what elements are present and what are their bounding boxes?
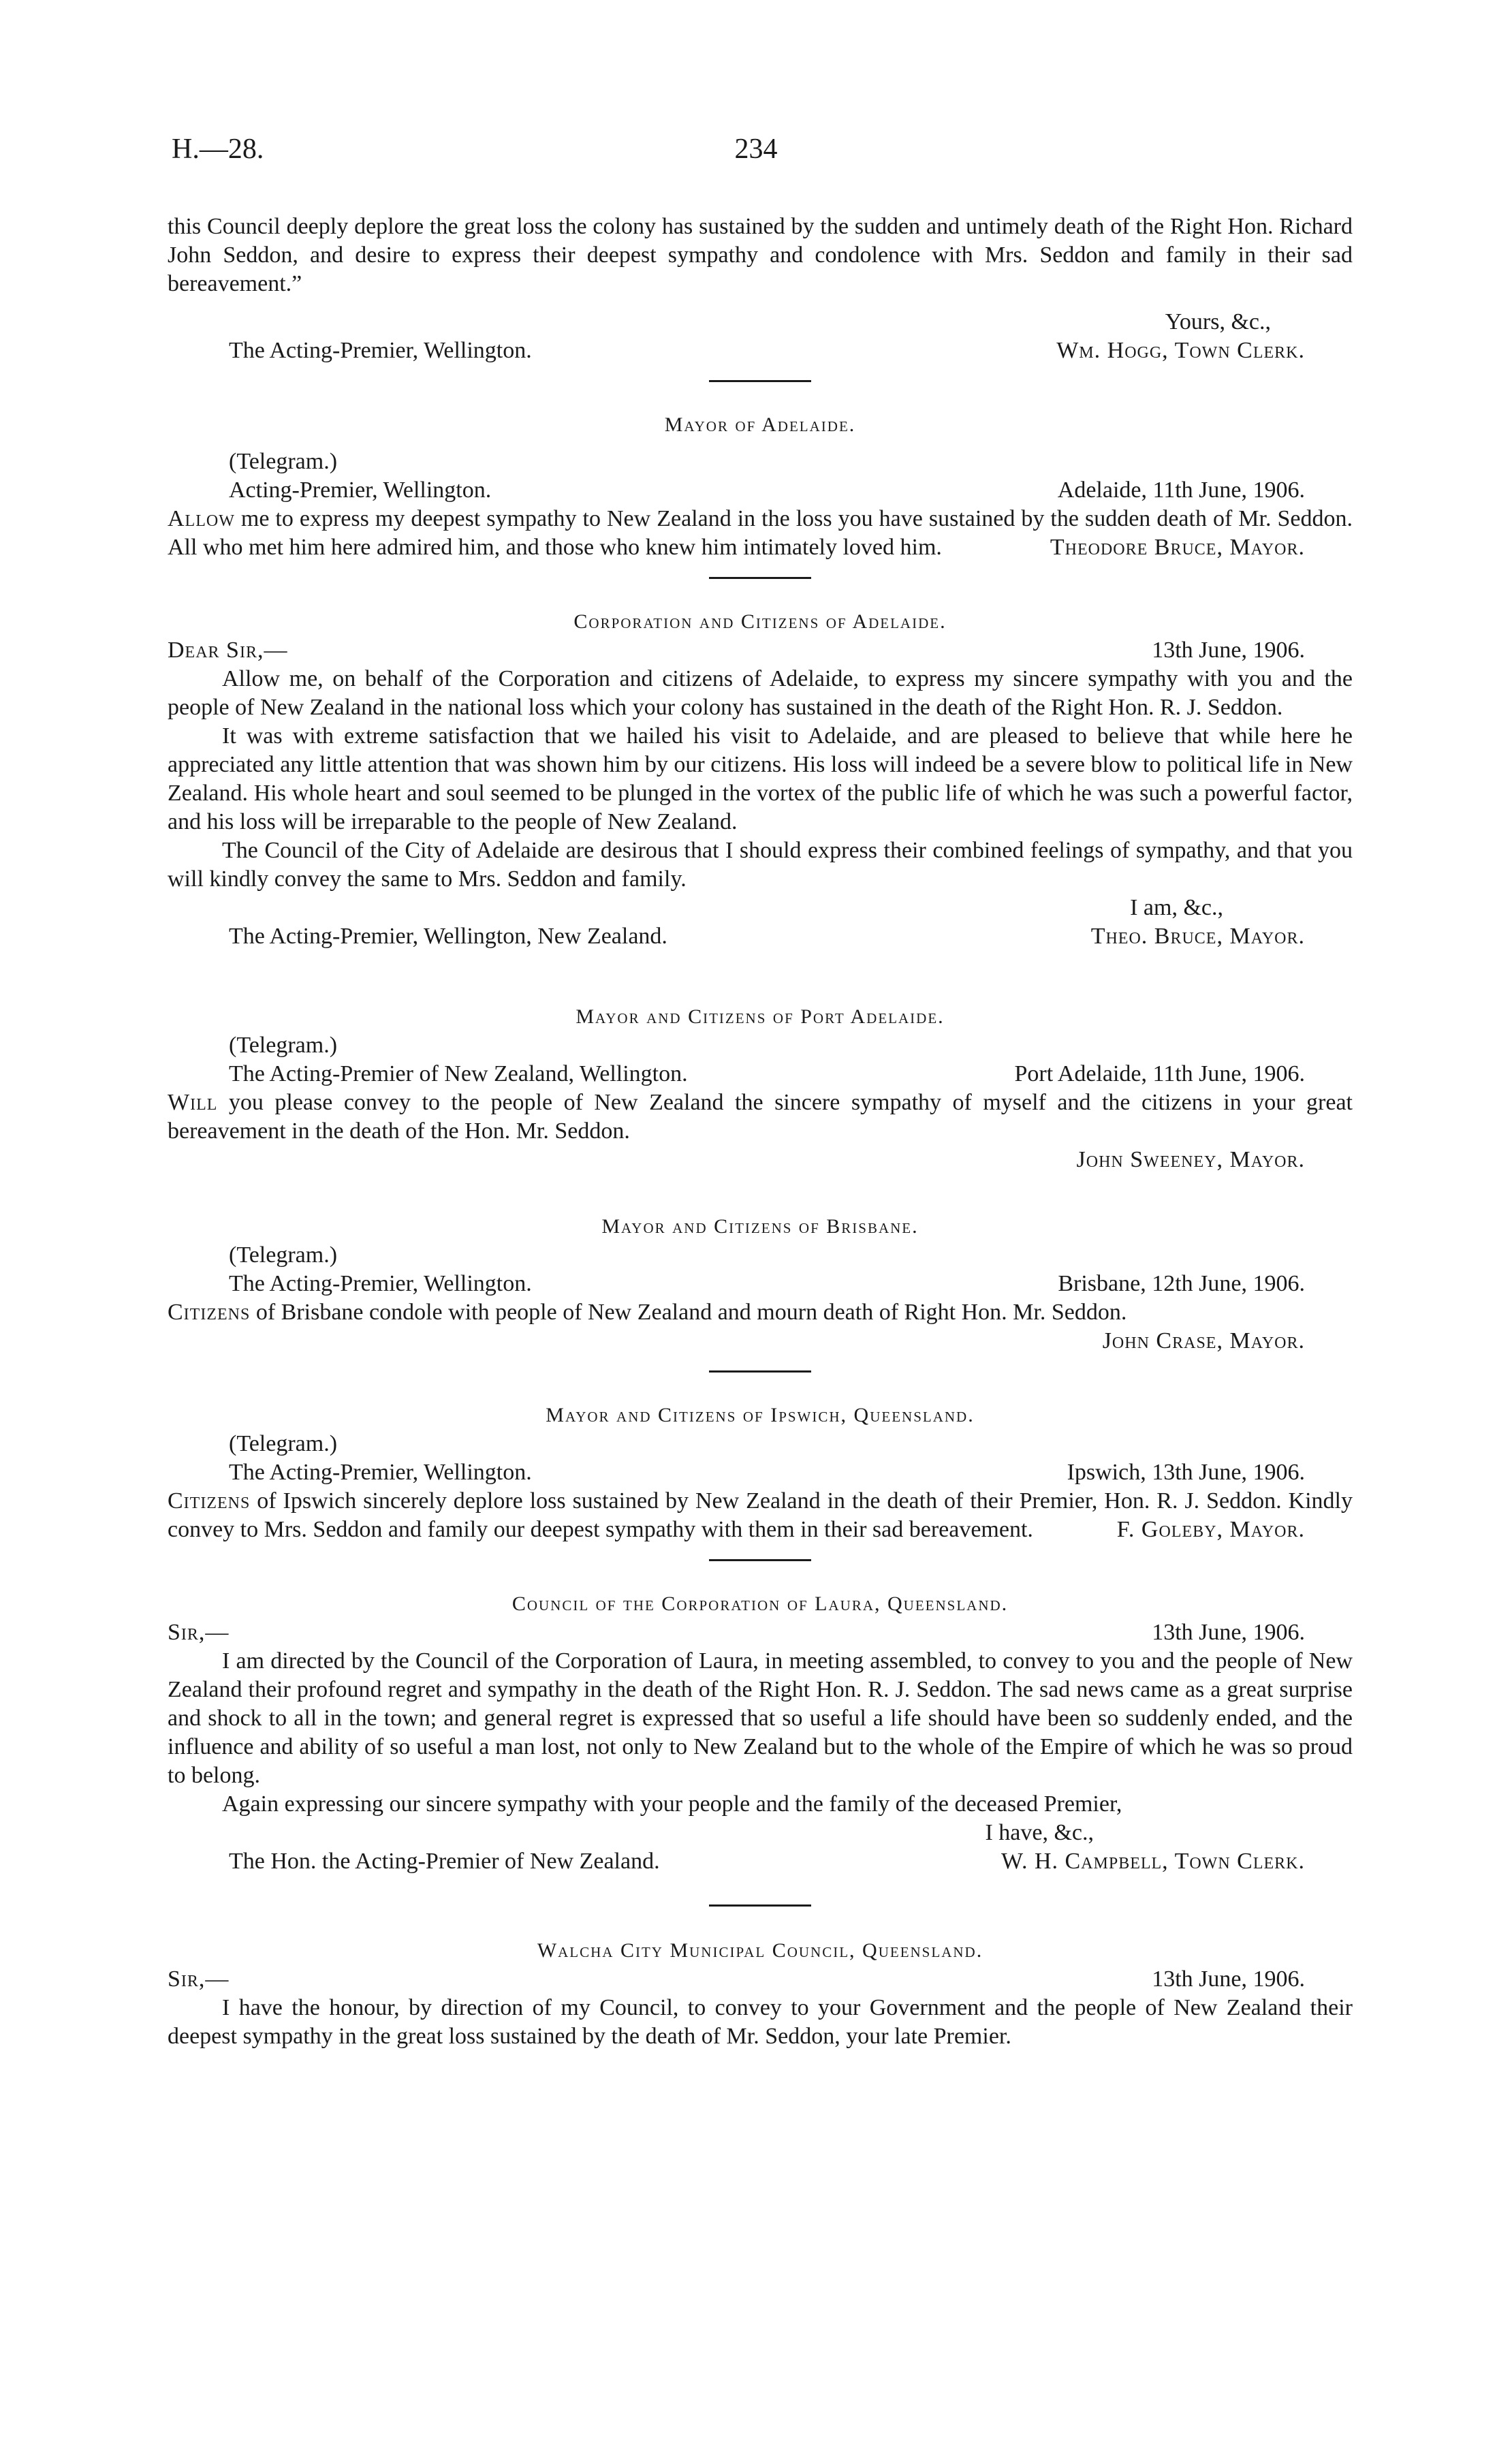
letter-paragraph: Allow me, on behalf of the Corporation and citizens of Adelaide, to express my sincere sympathy with you and the people of New Zealand in the national loss which your colony has sustained in the death of the Right Hon. R. J. Seddon. xyxy=(168,666,1353,720)
salutation: Dear Sir,— xyxy=(168,638,288,663)
ipswich-telegram xyxy=(168,1401,1353,1544)
salutation: Sir,— xyxy=(168,1620,230,1645)
section-heading: Mayor and Citizens of Port Adelaide. xyxy=(576,1005,945,1028)
message-body xyxy=(168,1088,1353,1146)
page-number: 234 xyxy=(734,134,778,165)
letter-paragraph: The Council of the City of Adelaide are desirous that I should express their combined feelings of sympathy, and that you will kindly convey the same to Mrs. Seddon and family. xyxy=(168,838,1353,892)
section-heading: Corporation and Citizens of Adelaide. xyxy=(573,610,947,633)
signature: Theo. Bruce, Mayor. xyxy=(1090,924,1305,949)
letter-paragraph: I am directed by the Council of the Corporation of Laura, in meeting assembled, to convey to you and the people of New Zealand their profound regret and sympathy in the death of the Right Hon. R. J. Seddon. The sad news came as a great surprise and shock to all in the town; and general regret is expressed that so useful a life should have been so suddenly ended, and the influence and ability of so useful a man lost, not only to New Zealand but to the whole of the Empire of which he was so proud to belong. xyxy=(168,1648,1353,1788)
message-lead: Will xyxy=(168,1090,218,1115)
signature: F. Goleby, Mayor. xyxy=(1116,1517,1305,1542)
telegram-note: (Telegram.) xyxy=(229,1242,338,1268)
salutation-row xyxy=(168,1618,1353,1647)
message-text: me to express my deepest sympathy to New Zealand in the loss you have sustained by the sudden death of Mr. Seddon. All who met him here admired him, and those who knew him intimately loved him. xyxy=(168,506,1353,560)
section-heading: Mayor of Adelaide. xyxy=(664,413,856,436)
section-divider xyxy=(709,1559,811,1561)
section-divider xyxy=(709,1904,811,1907)
salutation-row xyxy=(168,636,1353,665)
intro-addressee: The Acting-Premier, Wellington. xyxy=(229,338,532,363)
telegram-note: (Telegram.) xyxy=(229,449,338,474)
address-row xyxy=(168,1458,1353,1487)
brisbane-telegram xyxy=(168,1212,1353,1355)
message-lead: Allow xyxy=(168,506,235,531)
signature: John Crase, Mayor. xyxy=(1102,1328,1305,1353)
message-lead: Citizens xyxy=(168,1488,251,1514)
laura-council-letter xyxy=(168,1590,1353,1876)
addressee: The Acting-Premier, Wellington. xyxy=(229,1460,532,1485)
adelaide-corporation-letter xyxy=(168,608,1353,951)
dateline: Brisbane, 12th June, 1906. xyxy=(1058,1271,1305,1296)
sign-row xyxy=(168,1847,1353,1876)
letter-closing: I have, &c., xyxy=(985,1820,1094,1845)
section-heading: Council of the Corporation of Laura, Queensland. xyxy=(511,1593,1009,1615)
letter-closing: I am, &c., xyxy=(1130,895,1223,920)
addressee: Acting-Premier, Wellington. xyxy=(229,477,492,503)
intro-text: this Council deeply deplore the great loss the colony has sustained by the sudden and untimely death of the Right Hon. Richard John Seddon, and desire to express their deepest sympathy and condolence with Mrs. Seddon and family in their sad bereavement.” xyxy=(168,214,1353,296)
message-text: you please convey to the people of New Zealand the sincere sympathy of myself and the citizens in your great bereavement in the death of the Hon. Mr. Seddon. xyxy=(168,1090,1353,1144)
port-adelaide-telegram xyxy=(168,1003,1353,1174)
letter-paragraph: It was with extreme satisfaction that we hailed his visit to Adelaide, and are pleased to believe that while here he appreciated any little attention that was shown him by our citizens. His loss will indeed be a severe blow to political life in New Zealand. His whole heart and soul seemed to be plunged in the vortex of the public life of which he was such a powerful factor, and his loss will be irreparable to the people of New Zealand. xyxy=(168,723,1353,834)
page-header xyxy=(172,135,1340,176)
dateline: Ipswich, 13th June, 1906. xyxy=(1067,1460,1305,1485)
address-row xyxy=(168,1060,1353,1088)
section-heading: Mayor and Citizens of Ipswich, Queensland. xyxy=(546,1404,975,1426)
addressee: The Hon. the Acting-Premier of New Zealand. xyxy=(229,1849,660,1874)
telegram-note: (Telegram.) xyxy=(229,1033,338,1058)
intro-signature: Wm. Hogg, Town Clerk. xyxy=(1056,338,1305,363)
message-text: of Ipswich sincerely deplore loss sustained by New Zealand in the death of their Premier, Hon. R. J. Seddon. Kindly convey to Mrs. Seddon and family our deepest sympathy with them in their sad bereavement. xyxy=(168,1488,1353,1542)
section-divider xyxy=(709,577,811,579)
signature: John Sweeney, Mayor. xyxy=(1076,1147,1305,1172)
section-heading: Mayor and Citizens of Brisbane. xyxy=(601,1215,919,1238)
address-row xyxy=(168,476,1353,505)
page-body xyxy=(168,213,1353,2051)
walcha-council-letter xyxy=(168,1937,1353,2051)
intro-letter xyxy=(168,213,1353,365)
signature: W. H. Campbell, Town Clerk. xyxy=(1001,1849,1305,1874)
sign-row xyxy=(168,922,1353,951)
section-divider xyxy=(709,380,811,382)
salutation: Sir,— xyxy=(168,1966,230,1992)
address-row xyxy=(168,1270,1353,1298)
letter-date: 13th June, 1906. xyxy=(1152,1966,1305,1992)
parliamentary-paper-ref: H.—28. xyxy=(172,134,264,165)
letter-paragraph: I have the honour, by direction of my Council, to convey to your Government and the people of New Zealand their deepest sympathy in the great loss sustained by the death of Mr. Seddon, your late Premier. xyxy=(168,1995,1353,2049)
section-divider xyxy=(709,1370,811,1373)
dateline: Adelaide, 11th June, 1906. xyxy=(1057,477,1305,503)
intro-sign-row xyxy=(168,336,1353,365)
letter-date: 13th June, 1906. xyxy=(1152,1620,1305,1645)
addressee: The Acting-Premier of New Zealand, Wellington. xyxy=(229,1061,688,1086)
message-text: of Brisbane condole with people of New Zealand and mourn death of Right Hon. Mr. Seddon. xyxy=(250,1300,1127,1325)
addressee: The Acting-Premier, Wellington, New Zealand. xyxy=(229,924,667,949)
dateline: Port Adelaide, 11th June, 1906. xyxy=(1014,1061,1305,1086)
message-lead: Citizens xyxy=(168,1300,251,1325)
adelaide-mayor-telegram xyxy=(168,411,1353,562)
signature: Theodore Bruce, Mayor. xyxy=(1050,535,1305,560)
intro-closing: Yours, &c., xyxy=(1165,309,1271,334)
salutation-row xyxy=(168,1965,1353,1994)
letter-date: 13th June, 1906. xyxy=(1152,638,1305,663)
addressee: The Acting-Premier, Wellington. xyxy=(229,1271,532,1296)
telegram-note: (Telegram.) xyxy=(229,1431,338,1456)
letter-paragraph: Again expressing our sincere sympathy with your people and the family of the deceased Premier, xyxy=(222,1791,1122,1817)
section-heading: Walcha City Municipal Council, Queensland. xyxy=(537,1939,983,1962)
message-body xyxy=(168,1298,1353,1327)
